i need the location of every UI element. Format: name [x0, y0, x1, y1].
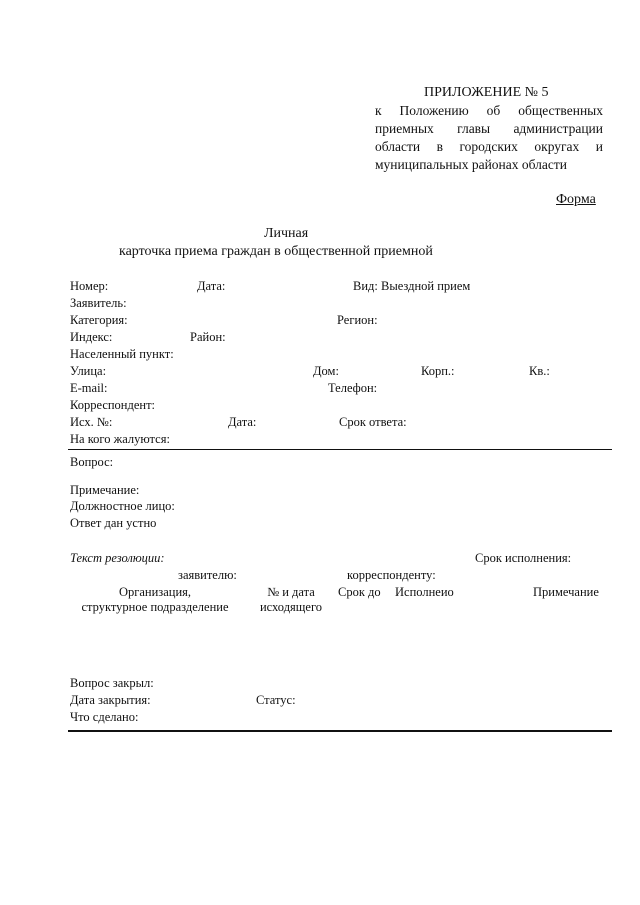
note-label: Примечание: [70, 483, 140, 497]
field-locality: Населенный пункт: [70, 347, 174, 361]
field-date: Дата: [197, 279, 226, 293]
status-label: Статус: [256, 693, 296, 707]
question-label: Вопрос: [70, 455, 114, 469]
field-outgoing-no: Исх. №: [70, 415, 113, 429]
appendix-line-1: к Положению об общественных [375, 103, 603, 118]
appendix-text [375, 102, 603, 174]
col-org-line-1: Организация, [118, 585, 192, 599]
official-label: Должностное лицо: [70, 499, 175, 513]
field-building: Корп.: [421, 364, 455, 378]
field-applicant: Заявитель: [70, 296, 127, 310]
field-apartment: Кв.: [529, 364, 550, 378]
oral-answer-label: Ответ дан устно [70, 516, 157, 530]
field-house: Дом: [313, 364, 339, 378]
heading-line-2: карточка приема граждан в общественной приемной [119, 244, 433, 259]
appendix-line-3: области в городских округах и [375, 139, 603, 154]
col-org-line-2: структурное подразделение [81, 600, 229, 614]
field-region: Регион: [337, 313, 378, 327]
form-label: Форма [556, 192, 596, 207]
to-correspondent-label: корреспонденту: [347, 568, 436, 582]
col-num-line-1: № и дата [267, 585, 315, 599]
field-outgoing-date: Дата: [228, 415, 257, 429]
divider-line-1 [68, 449, 612, 450]
field-kind: Вид: Выездной прием [353, 279, 471, 293]
to-applicant-label: заявителю: [178, 568, 237, 582]
col-note: Примечание [533, 585, 599, 599]
field-index: Индекс: [70, 330, 113, 344]
field-category: Категория: [70, 313, 128, 327]
col-num-line-2: исходящего [259, 600, 323, 614]
col-due: Срок до [338, 585, 381, 599]
field-answer-deadline: Срок ответа: [339, 415, 407, 429]
resolution-text-label: Текст резолюции: [70, 551, 165, 565]
field-phone: Телефон: [328, 381, 378, 395]
field-number: Номер: [70, 279, 109, 293]
close-date-label: Дата закрытия: [70, 693, 151, 707]
field-street: Улица: [70, 364, 107, 378]
divider-line-2 [68, 730, 612, 732]
field-email: E-mail: [70, 381, 108, 395]
resolution-deadline-label: Срок исполнения: [475, 551, 572, 565]
heading-line-1: Личная [264, 226, 309, 241]
field-correspondent: Корреспондент: [70, 398, 156, 412]
appendix-title: ПРИЛОЖЕНИЕ № 5 [424, 85, 549, 100]
appendix-line-4: муниципальных районах области [375, 157, 568, 172]
done-label: Что сделано: [70, 710, 139, 724]
field-complaint-against: На кого жалуются: [70, 432, 170, 446]
field-district: Район: [190, 330, 226, 344]
appendix-line-2: приемных главы администрации [375, 121, 603, 136]
col-executor: Исполнеио [395, 585, 454, 599]
closed-by-label: Вопрос закрыл: [70, 676, 154, 690]
